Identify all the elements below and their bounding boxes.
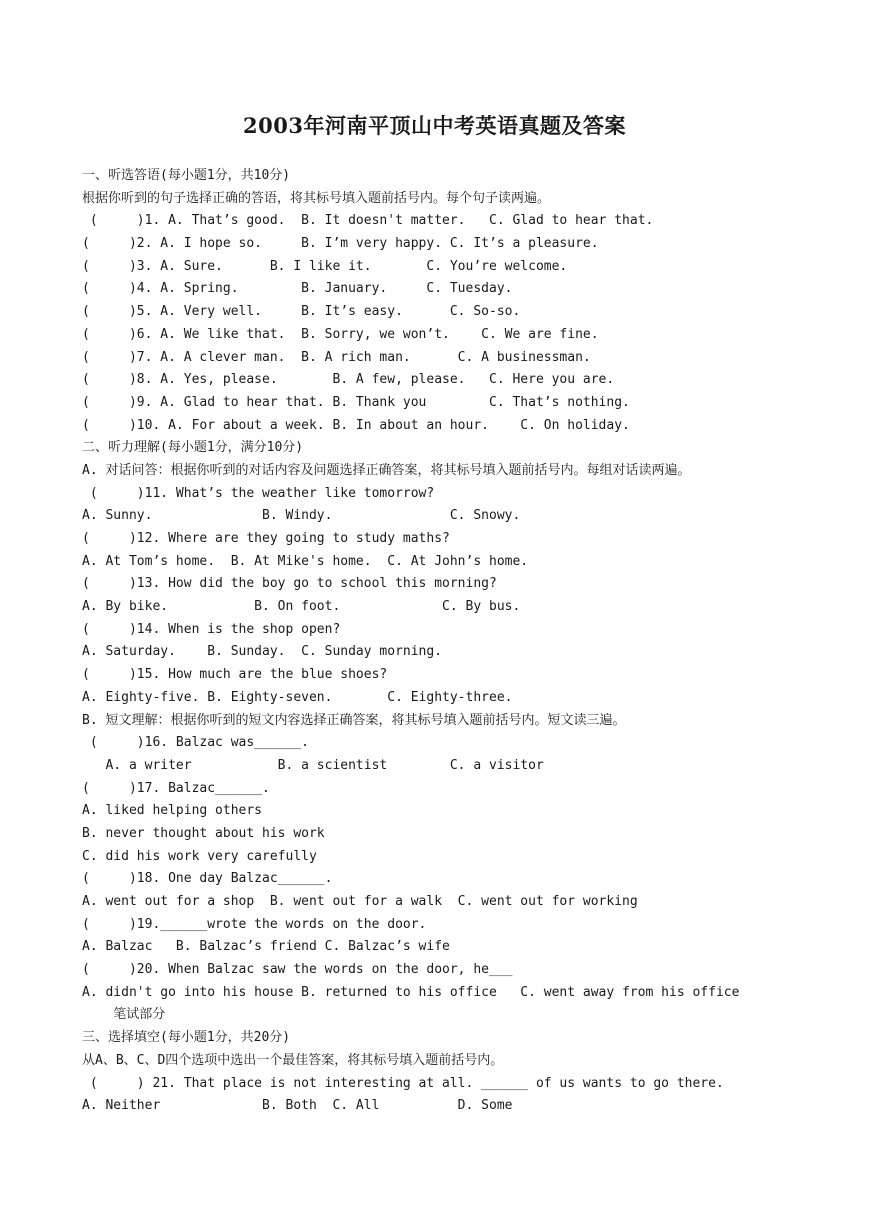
document-line: A. Eighty-five. B. Eighty-seven. C. Eighty-three. [82, 689, 513, 705]
document-line: ( )4. A. Spring. B. January. C. Tuesday. [82, 281, 513, 297]
document-line: A. At Tom’s home. B. At Mike's home. C. At John’s home. [82, 553, 529, 569]
document-line: ( )14. When is the shop open? [82, 621, 341, 637]
document-line: A. went out for a shop B. went out for a walk C. went out for working [82, 894, 638, 909]
document-line: ( )6. A. We like that. B. Sorry, we won’t. C. We are fine. [82, 326, 599, 342]
document-line: ( )13. How did the boy go to school this morning? [82, 576, 497, 592]
document-line: A. didn't go into his house B. returned to his office C. went away from his office [82, 984, 740, 1000]
document-line: A. Saturday. B. Sunday. C. Sunday morning. [82, 644, 443, 660]
document-line: C. did his work very carefully [82, 848, 317, 864]
document-line: ( )9. A. Glad to hear that. B. Thank you C. That’s nothing. [82, 394, 630, 410]
document-line: ( )7. A. A clever man. B. A rich man. C. A businessman. [82, 349, 591, 365]
document-line: ( )18. One day Balzac______. [82, 871, 333, 887]
document-line: A. Sunny. B. Windy. C. Snowy. [82, 508, 521, 524]
document-line: 一、听选答语(每小题1分，共10分) [82, 168, 291, 183]
document-line: ( )5. A. Very well. B. It’s easy. C. So-so. [82, 304, 521, 320]
document-line: A. liked helping others [82, 803, 263, 819]
document-line: A. 对话问答：根据你听到的对话内容及问题选择正确答案，将其标号填入题前括号内。每组对话读两遍。 [82, 462, 691, 478]
document-line: ( )16. Balzac was______. [82, 735, 309, 751]
document-line: A. By bike. B. On foot. C. By bus. [82, 599, 521, 615]
document-line: ( )2. A. I hope so. B. I’m very happy. C. It’s a pleasure. [82, 236, 599, 252]
document-body [82, 165, 852, 1118]
document-line: ( )11. What’s the weather like tomorrow? [82, 485, 435, 501]
document-line: ( )8. A. Yes, please. B. A few, please. C. Here you are. [82, 372, 615, 388]
document-line: ( )12. Where are they going to study maths? [82, 531, 450, 546]
document-line: 三、选择填空(每小题1分，共20分) [82, 1030, 291, 1046]
document-line: ( )15. How much are the blue shoes? [82, 667, 388, 683]
document-line: 笔试部分 [82, 1007, 166, 1023]
document-line: A. Balzac B. Balzac’s friend C. Balzac’s wife [82, 939, 450, 955]
document-line: B. 短文理解：根据你听到的短文内容选择正确答案，将其标号填入题前括号内。短文读三遍。 [82, 712, 626, 728]
document-line: 从A、B、C、D四个选项中选出一个最佳答案，将其标号填入题前括号内。 [82, 1052, 504, 1068]
document-line: ( )1. A. That’s good. B. It doesn't matter. C. Glad to hear that. [82, 213, 654, 229]
document-line: A. a writer B. a scientist C. a visitor [82, 757, 544, 773]
document-line: ( )3. A. Sure. B. I like it. C. You’re welcome. [82, 258, 568, 274]
document-line: ( ) 21. That place is not interesting at all. ______ of us wants to go there. [82, 1075, 724, 1091]
document-line: A. Neither B. Both C. All D. Some [82, 1098, 513, 1114]
document-title: 2003年河南平顶山中考英语真题及答案 [243, 113, 626, 138]
document-line: ( )20. When Balzac saw the words on the door, he___ [82, 962, 513, 978]
document-line: ( )19.______wrote the words on the door. [82, 916, 427, 932]
document-line: B. never thought about his work [82, 825, 325, 841]
document-line: ( )10. A. For about a week. B. In about an hour. C. On holiday. [82, 417, 630, 433]
document-line: 根据你听到的句子选择正确的答语，将其标号填入题前括号内。每个句子读两遍。 [82, 190, 551, 206]
document-line: ( )17. Balzac______. [82, 780, 270, 796]
document-line: 二、听力理解(每小题1分，满分10分) [82, 440, 304, 456]
